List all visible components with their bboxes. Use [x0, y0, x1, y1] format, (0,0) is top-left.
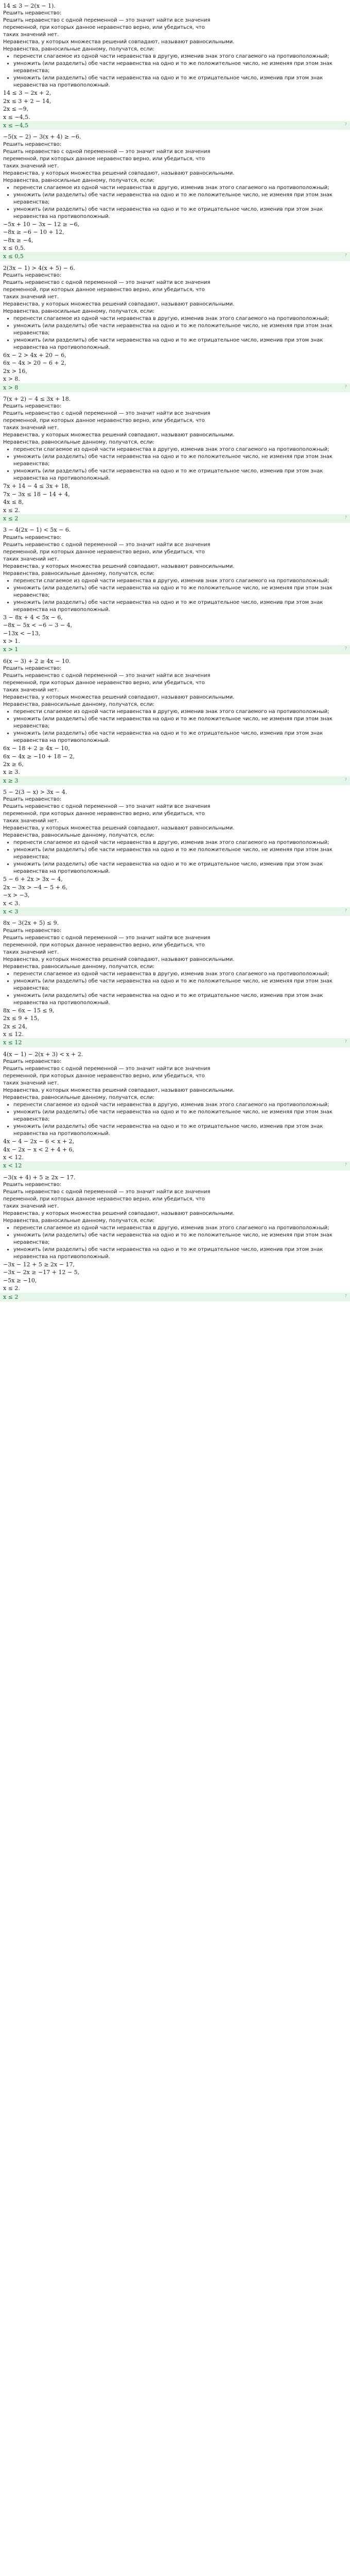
problem-statement: 8x − 3(2x + 5) ≤ 9. [3, 920, 59, 927]
properties-title: Неравенства, равносильные данному, получатся, если: [3, 309, 155, 315]
solution-step: 2x ≤ 9 + 15, [3, 1015, 40, 1022]
spacer [3, 1301, 347, 1304]
help-icon[interactable]: ? [344, 777, 347, 782]
explanation-line: Решить неравенство: [3, 141, 62, 147]
solution-step: 4x − 4 − 2x − 6 < x + 2, [3, 1138, 75, 1145]
solution-step: −13x < −13, [3, 630, 41, 637]
rule-item: • умножить (или разделить) обе части неравенства на одно и то же отрицательное число, изменив при этом знак неравенства на противоположный. [13, 992, 347, 1007]
properties-title: Неравенства, равносильные данному, получатся, если: [3, 833, 155, 839]
problem-block [3, 788, 347, 919]
explanation-line: переменной, при которых данное неравенство верно, или убедиться, что [3, 942, 205, 948]
solution-step: x ≤ 2. [3, 1285, 20, 1292]
rule-item: • умножить (или разделить) обе части неравенства на одно и то же положительное число, не изменяя при этом знак неравенства; [13, 978, 347, 992]
equivalent-rule: Неравенства, у которых множества решений совпадают, называют равносильными. [3, 170, 235, 176]
solution-step: −5x ≥ −10, [3, 1277, 37, 1284]
solution-step: 4x ≤ 8, [3, 499, 24, 506]
equivalent-rule: Неравенства, у которых множества решений совпадают, называют равносильными. [3, 432, 235, 438]
equivalent-rule: Неравенства, у которых множества решений совпадают, называют равносильными. [3, 39, 235, 45]
solution-step: 2x > 16, [3, 367, 27, 375]
explanation-line: переменной, при которых данное неравенство верно, или убедиться, что [3, 418, 205, 424]
explanation-line: Решить неравенство: [3, 796, 62, 803]
answer-row [0, 383, 350, 392]
rule-item: • умножить (или разделить) обе части неравенства на одно и то же положительное число, не изменяя при этом знак неравенства; [13, 1232, 347, 1246]
solution-step: 6x − 2 > 4x + 20 − 6, [3, 352, 66, 359]
solution-step: 14 ≤ 3 − 2x + 2, [3, 90, 51, 97]
answer-value: x ≤ 2 [3, 1293, 19, 1300]
help-icon[interactable]: ? [344, 384, 347, 389]
answer-row [0, 252, 350, 261]
rule-item: • умножить (или разделить) обе части неравенства на одно и то же отрицательное число, изменив при этом знак неравенства на противоположный. [13, 861, 347, 875]
problem-block [3, 133, 347, 264]
explanation-line: Решить неравенство: [3, 403, 62, 410]
solution-step: x ≤ 0,5. [3, 244, 26, 251]
explanation-line: таких значений нет. [3, 1204, 59, 1210]
solution-step: 3 − 8x + 4 < 5x − 6, [3, 614, 63, 621]
rule-item: • умножить (или разделить) обе части неравенства на одно и то же отрицательное число, изменив при этом знак неравенства на противоположный. [13, 599, 347, 614]
solution-step: −5x + 10 − 3x − 12 ≥ −6, [3, 221, 80, 228]
problem-block [3, 526, 347, 657]
explanation-line: переменной, при которых данное неравенство верно, или убедиться, что [3, 811, 205, 817]
explanation-line: переменной, при которых данное неравенство верно, или убедиться, что [3, 549, 205, 555]
explanation-line: Решить неравенство: [3, 666, 62, 672]
solution-step: 2x ≤ −9, [3, 106, 29, 113]
problem-statement: 6(x − 3) + 2 ≥ 4x − 10. [3, 657, 71, 665]
solution-step: 2x ≤ 24, [3, 1023, 27, 1030]
answer-row [0, 1038, 350, 1047]
solution-step: −3x − 2x ≥ −17 + 12 − 5, [3, 1269, 80, 1276]
rule-list [3, 446, 347, 482]
answer-row [0, 645, 350, 654]
explanation-line: переменной, при которых данное неравенство верно, или убедиться, что [3, 1073, 205, 1079]
problem-block [3, 1050, 347, 1174]
rule-list [3, 1225, 347, 1261]
explanation-line: Решить неравенство: [3, 1059, 62, 1065]
explanation-line: таких значений нет. [3, 163, 59, 169]
solution-step: 6x − 18 + 2 ≥ 4x − 10, [3, 745, 70, 752]
properties-title: Неравенства, равносильные данному, получатся, если: [3, 46, 155, 53]
explanation-line: Решить неравенство с одной переменной — это значит найти все значения [3, 935, 211, 941]
answer-value: x > 1 [3, 646, 19, 653]
problem-block [3, 1174, 347, 1304]
rule-list [3, 578, 347, 614]
properties-title: Неравенства, равносильные данному, получатся, если: [3, 702, 155, 708]
equivalent-rule: Неравенства, у которых множества решений совпадают, называют равносильными. [3, 563, 235, 569]
help-icon[interactable]: ? [344, 515, 347, 520]
solution-step: 2x ≤ 3 + 2 − 14, [3, 97, 51, 105]
answer-value: x ≤ 2 [3, 515, 19, 522]
rule-item: • перенести слагаемое из одной части неравенства в другую, изменив знак этого слагаемого на противоположный; [13, 184, 347, 192]
rule-item: • умножить (или разделить) обе части неравенства на одно и то же положительное число, не изменяя при этом знак неравенства; [13, 453, 347, 468]
equivalent-rule: Неравенства, у которых множества решений совпадают, называют равносильными. [3, 825, 235, 832]
rule-item: • умножить (или разделить) обе части неравенства на одно и то же отрицательное число, изменив при этом знак неравенства на противоположный. [13, 337, 347, 351]
help-icon[interactable]: ? [344, 908, 347, 913]
explanation-line: Решить неравенство с одной переменной — это значит найти все значения [3, 1066, 211, 1072]
rule-item: • умножить (или разделить) обе части неравенства на одно и то же отрицательное число, изменив при этом знак неравенства на противоположный. [13, 730, 347, 744]
explanation-line: Решить неравенство с одной переменной — это значит найти все значения [3, 1189, 211, 1195]
rule-item: • перенести слагаемое из одной части неравенства в другую, изменив знак этого слагаемого на противоположный; [13, 839, 347, 846]
problem-block [3, 657, 347, 788]
answer-row [0, 1161, 350, 1170]
properties-title: Неравенства, равносильные данному, получатся, если: [3, 1218, 155, 1224]
solution-step: 7x + 14 − 4 ≤ 3x + 18, [3, 483, 70, 490]
solution-step: −8x ≥ −6 − 10 + 12, [3, 229, 64, 236]
explanation-line: переменной, при которых данное неравенство верно, или убедиться, что [3, 25, 205, 31]
problem-block [3, 919, 347, 1050]
solution-step: x < 12. [3, 1154, 24, 1161]
explanation-line: Решить неравенство с одной переменной — это значит найти все значения [3, 148, 211, 155]
solution-step: 2x ≥ 6, [3, 760, 24, 768]
explanation-line: таких значений нет. [3, 1080, 59, 1087]
rule-list [3, 971, 347, 1007]
problem-statement: 3 − 4(2x − 1) < 5x − 6. [3, 527, 71, 534]
solution-step: −3x − 12 + 5 ≥ 2x − 17, [3, 1261, 75, 1268]
explanation-line: переменной, при которых данное неравенство верно, или убедиться, что [3, 156, 205, 162]
explanation-line: Решить неравенство с одной переменной — это значит найти все значения [3, 673, 211, 679]
answer-row [0, 514, 350, 523]
properties-title: Неравенства, равносильные данному, получатся, если: [3, 177, 155, 183]
explanation-line: Решить неравенство с одной переменной — это значит найти все значения [3, 280, 211, 286]
rule-list [3, 53, 347, 89]
equivalent-rule: Неравенства, у которых множества решений совпадают, называют равносильными. [3, 956, 235, 962]
rule-item: • перенести слагаемое из одной части неравенства в другую, изменив знак этого слагаемого на противоположный; [13, 1225, 347, 1232]
solution-step: 4x − 2x − x < 2 + 4 + 6, [3, 1146, 75, 1153]
explanation-line: Решить неравенство: [3, 927, 62, 934]
rule-item: • умножить (или разделить) обе части неравенства на одно и то же положительное число, не изменяя при этом знак неравенства; [13, 716, 347, 730]
properties-title: Неравенства, равносильные данному, получатся, если: [3, 1095, 155, 1101]
equivalent-rule: Неравенства, у которых множества решений совпадают, называют равносильными. [3, 1088, 235, 1094]
solution-step: x ≤ −4,5. [3, 113, 30, 121]
explanation-line: таких значений нет. [3, 425, 59, 431]
rule-item: • умножить (или разделить) обе части неравенства на одно и то же положительное число, не изменяя при этом знак неравенства; [13, 60, 347, 75]
help-icon[interactable]: ? [344, 646, 347, 651]
explanation-line: таких значений нет. [3, 32, 59, 38]
answer-value: x > 8 [3, 384, 19, 391]
answer-value: x ≤ 0,5 [3, 253, 24, 260]
rule-item: • перенести слагаемое из одной части неравенства в другую, изменив знак этого слагаемого на противоположный; [13, 446, 347, 453]
problem-statement: 7(x + 2) − 4 ≤ 3x + 18. [3, 396, 71, 403]
explanation-line: Решить неравенство: [3, 534, 62, 540]
rule-item: • перенести слагаемое из одной части неравенства в другую, изменив знак этого слагаемого на противоположный; [13, 53, 347, 60]
equivalent-rule: Неравенства, у которых множества решений совпадают, называют равносильными. [3, 301, 235, 308]
rule-item: • перенести слагаемое из одной части неравенства в другую, изменив знак этого слагаемого на противоположный; [13, 1101, 347, 1109]
answer-row [0, 907, 350, 916]
rule-item: • умножить (или разделить) обе части неравенства на одно и то же положительное число, не изменяя при этом знак неравенства; [13, 846, 347, 861]
rule-item: • умножить (или разделить) обе части неравенства на одно и то же положительное число, не изменяя при этом знак неравенства; [13, 585, 347, 599]
explanation-line: Решить неравенство: [3, 273, 62, 279]
answer-value: x ≤ 12 [3, 1039, 22, 1046]
solution-step: 6x − 4x > 20 − 6 + 2, [3, 360, 66, 367]
problem-statement: 2(3x − 1) > 4(x + 5) − 6. [3, 264, 75, 272]
explanation-line: Решить неравенство: [3, 10, 62, 16]
equivalent-rule: Неравенства, у которых множества решений совпадают, называют равносильными. [3, 1211, 235, 1217]
solution-step: −8x ≥ −4, [3, 236, 33, 244]
problem-statement: 5 − 2(3 − x) > 3x − 4. [3, 789, 67, 796]
rule-item: • перенести слагаемое из одной части неравенства в другую, изменив знак этого слагаемого на противоположный; [13, 315, 347, 323]
help-icon[interactable]: ? [344, 253, 347, 258]
solution-step: x ≤ 12. [3, 1030, 24, 1038]
rule-list [3, 315, 347, 351]
rule-item: • умножить (или разделить) обе части неравенства на одно и то же отрицательное число, изменив при этом знак неравенства на противоположный. [13, 206, 347, 221]
explanation-line: Решить неравенство: [3, 1182, 62, 1188]
solution-step: 5 − 6 + 2x > 3x − 4, [3, 876, 63, 883]
explanation-line: Решить неравенство с одной переменной — это значит найти все значения [3, 18, 211, 24]
help-icon[interactable]: ? [344, 122, 347, 127]
help-icon[interactable]: ? [344, 1293, 347, 1298]
solution-step: x ≤ 2. [3, 506, 20, 514]
answer-value: x ≥ 3 [3, 777, 19, 784]
solution-step: 6x − 4x ≥ −10 + 18 − 2, [3, 753, 75, 760]
explanation-line: таких значений нет. [3, 687, 59, 693]
problem-statement: −3(x + 4) + 5 ≥ 2x − 17. [3, 1174, 76, 1181]
solution-step: 2x − 3x > −4 − 5 + 6, [3, 884, 67, 891]
rule-item: • перенести слагаемое из одной части неравенства в другую, изменив знак этого слагаемого на противоположный; [13, 971, 347, 978]
rule-item: • умножить (или разделить) обе части неравенства на одно и то же отрицательное число, изменив при этом знак неравенства на противоположный. [13, 75, 347, 89]
solution-step: x ≥ 3. [3, 769, 20, 776]
problem-statement: −5(x − 2) − 3(x + 4) ≥ −6. [3, 133, 81, 141]
solution-step: x > 8. [3, 376, 20, 383]
explanation-line: Решить неравенство с одной переменной — это значит найти все значения [3, 411, 211, 417]
rule-item: • умножить (или разделить) обе части неравенства на одно и то же положительное число, не изменяя при этом знак неравенства; [13, 323, 347, 337]
rule-item: • умножить (или разделить) обе части неравенства на одно и то же отрицательное число, изменив при этом знак неравенства на противоположный. [13, 468, 347, 482]
explanation-line: переменной, при которых данное неравенство верно, или убедиться, что [3, 680, 205, 686]
rule-item: • умножить (или разделить) обе части неравенства на одно и то же положительное число, не изменяя при этом знак неравенства; [13, 1109, 347, 1123]
rule-list [3, 839, 347, 875]
solution-step: x > 1. [3, 637, 20, 645]
explanation-line: таких значений нет. [3, 294, 59, 300]
equivalent-rule: Неравенства, у которых множества решений совпадают, называют равносильными. [3, 694, 235, 701]
rule-list [3, 1101, 347, 1138]
solution-step: 8x − 6x − 15 ≤ 9, [3, 1007, 55, 1014]
rule-item: • умножить (или разделить) обе части неравенства на одно и то же отрицательное число, изменив при этом знак неравенства на противоположный. [13, 1246, 347, 1261]
rule-item: • умножить (или разделить) обе части неравенства на одно и то же положительное число, не изменяя при этом знак неравенства; [13, 192, 347, 206]
explanation-line: переменной, при которых данное неравенство верно, или убедиться, что [3, 1196, 205, 1202]
problem-statement: 4(x − 1) − 2(x + 3) < x + 2. [3, 1050, 83, 1058]
solution-step: −x > −3, [3, 892, 30, 899]
problem-block [3, 2, 347, 133]
problem-block [3, 395, 347, 526]
answer-row [0, 1293, 350, 1301]
answer-row [0, 121, 350, 130]
answer-value: x ≤ −4,5 [3, 122, 29, 129]
explanation-line: таких значений нет. [3, 556, 59, 562]
rule-list [3, 184, 347, 221]
answer-value: x < 3 [3, 908, 19, 916]
explanation-line: таких значений нет. [3, 818, 59, 824]
answer-value: x < 12 [3, 1162, 22, 1170]
problem-statement: 14 ≤ 3 − 2(x − 1). [3, 3, 56, 9]
rule-item: • перенести слагаемое из одной части неравенства в другую, изменив знак этого слагаемого на противоположный; [13, 708, 347, 716]
solution-step: 7x − 3x ≤ 18 − 14 + 4, [3, 490, 70, 498]
help-icon[interactable]: ? [344, 1162, 347, 1167]
rule-item: • умножить (или разделить) обе части неравенства на одно и то же отрицательное число, изменив при этом знак неравенства на противоположный. [13, 1123, 347, 1138]
help-icon[interactable]: ? [344, 1039, 347, 1044]
explanation-line: таких значений нет. [3, 949, 59, 955]
properties-title: Неравенства, равносильные данному, получатся, если: [3, 570, 155, 577]
answer-row [0, 776, 350, 785]
explanation-line: Решить неравенство с одной переменной — это значит найти все значения [3, 804, 211, 810]
rule-list [3, 708, 347, 744]
explanation-line: переменной, при которых данное неравенство верно, или убедиться, что [3, 287, 205, 293]
problem-block [3, 264, 347, 395]
explanation-line: Решить неравенство с одной переменной — это значит найти все значения [3, 541, 211, 548]
properties-title: Неравенства, равносильные данному, получатся, если: [3, 963, 155, 970]
rule-item: • перенести слагаемое из одной части неравенства в другую, изменив знак этого слагаемого на противоположный; [13, 578, 347, 585]
properties-title: Неравенства, равносильные данному, получатся, если: [3, 439, 155, 446]
solution-step: −8x − 5x < −6 − 3 − 4, [3, 622, 73, 629]
solution-step: x < 3. [3, 900, 20, 907]
